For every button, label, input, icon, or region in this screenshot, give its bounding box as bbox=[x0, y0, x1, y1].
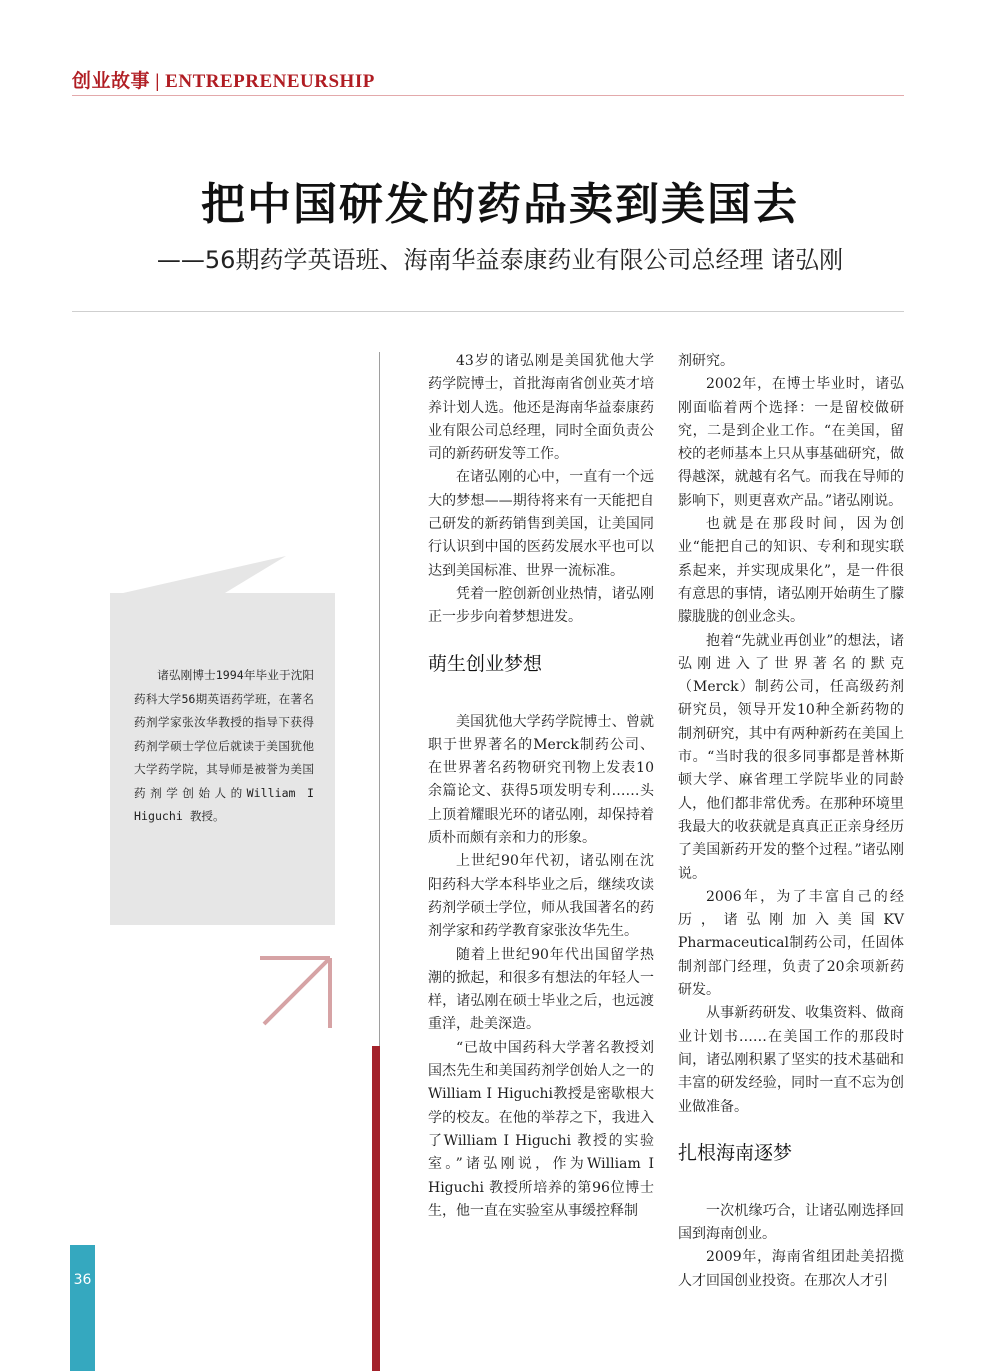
paragraph: 剂研究。 bbox=[678, 353, 734, 369]
header-rule bbox=[72, 95, 904, 96]
paragraph: 凭着一腔创新创业热情，诸弘刚正一步步向着梦想进发。 bbox=[428, 585, 654, 626]
page-number: 36 bbox=[73, 1272, 92, 1288]
section-heading: 扎根海南逐梦 bbox=[678, 1141, 793, 1164]
article-column-1 bbox=[428, 350, 654, 1223]
paragraph: 一次机缘巧合，让诸弘刚选择回国到海南创业。 bbox=[678, 1202, 904, 1243]
callout-pointer-tab bbox=[110, 556, 290, 596]
paragraph: 上世纪90年代初，诸弘刚在沈阳药科大学本科毕业之后，继续攻读药剂学硕士学位，师从我国著名的药剂学家和药学教育家张汝华先生。 bbox=[428, 853, 654, 940]
section-heading: 萌生创业梦想 bbox=[428, 652, 543, 675]
arrow-up-right-icon bbox=[256, 950, 336, 1030]
column-divider bbox=[379, 352, 380, 1046]
paragraph: 2009年，海南省组团赴美招揽人才回国创业投资。在那次人才引 bbox=[678, 1249, 904, 1289]
paragraph: 随着上世纪90年代出国留学热潮的掀起，和很多有想法的年轻人一样，诸弘刚在硕士毕业之后，也远渡重洋，赴美深造。 bbox=[428, 946, 654, 1033]
article-column-2 bbox=[678, 350, 904, 1293]
article-subtitle: ——56期药学英语班、海南华益泰康药业有限公司总经理 诸弘刚 bbox=[156, 246, 844, 274]
paragraph: 抱着“先就业再创业”的想法，诸弘刚进入了世界著名的默克（Merck）制药公司，任高级药剂研究员，领导开发10种全新药物的制剂研究，其中有两种新药在美国上市。“当时我的很多同事都是普林斯顿大学、麻省理工学院毕业的同龄人，他们都非常优秀。在那种环境里我最大的收获就是真真正正亲身经历了美国新药开发的整个过程。”诸弘刚说。 bbox=[678, 632, 904, 882]
article-title: 把中国研发的药品卖到美国去 bbox=[201, 179, 799, 230]
accent-bar bbox=[372, 1046, 380, 1371]
section-header: 创业故事 | ENTREPRENEURSHIP bbox=[72, 71, 375, 92]
paragraph: 43岁的诸弘刚是美国犹他大学药学院博士，首批海南省创业英才培养计划人选。他还是海南华益泰康药业有限公司总经理，同时全面负责公司的新药研发等工作。 bbox=[428, 353, 654, 463]
paragraph: 2006年，为了丰富自己的经历，诸弘刚加入美国KV Pharmaceutical制药公司，任固体制剂部门经理，负责了20余项新药研发。 bbox=[678, 888, 904, 999]
callout-text: 诸弘刚博士1994年毕业于沈阳药科大学56期英语药学班，在著名药剂学家张汝华教授的指导下获得药剂学硕士学位后就读于美国犹他大学药学院，其导师是被誉为美国药剂学创始人的William I Higuchi 教授。 bbox=[134, 668, 314, 823]
paragraph: 从事新药研发、收集资料、做商业计划书……在美国工作的那段时间，诸弘刚积累了坚实的技术基础和丰富的研发经验，同时一直不忘为创业做准备。 bbox=[678, 1005, 904, 1115]
paragraph: 2002年，在博士毕业时，诸弘刚面临着两个选择：一是留校做研究，二是到企业工作。“在美国，留校的老师基本上只从事基础研究，做得越深，就越有名气。而我在导师的影响下，则更喜欢产品。”诸弘刚说。 bbox=[678, 376, 904, 509]
paragraph: “已故中国药科大学著名教授刘国杰先生和美国药剂学创始人之一的William I Higuchi教授是密歇根大学的校友。在他的举荐之下，我进入了William I Higuchi 教授的实验室。”诸弘刚说，作为William I Higuchi 教授所培养的第96位博士生，他一直在实验室从事缓控释制 bbox=[428, 1039, 654, 1219]
title-divider bbox=[72, 311, 904, 312]
paragraph: 在诸弘刚的心中，一直有一个远大的梦想——期待将来有一天能把自己研发的新药销售到美国，让美国同行认识到中国的医药发展水平也可以达到美国标准、世界一流标准。 bbox=[428, 469, 654, 579]
paragraph: 也就是在那段时间，因为创业“能把自己的知识、专利和现实联系起来，并实现成果化”，是一件很有意思的事情，诸弘刚开始萌生了朦朦胧胧的创业念头。 bbox=[678, 516, 904, 626]
paragraph: 美国犹他大学药学院博士、曾就职于世界著名的Merck制药公司、在世界著名药物研究刊物上发表10余篇论文、获得5项发明专利……头上顶着耀眼光环的诸弘刚，却保持着质朴而颇有亲和力的形象。 bbox=[428, 713, 654, 847]
page-number-tab bbox=[70, 1245, 95, 1371]
